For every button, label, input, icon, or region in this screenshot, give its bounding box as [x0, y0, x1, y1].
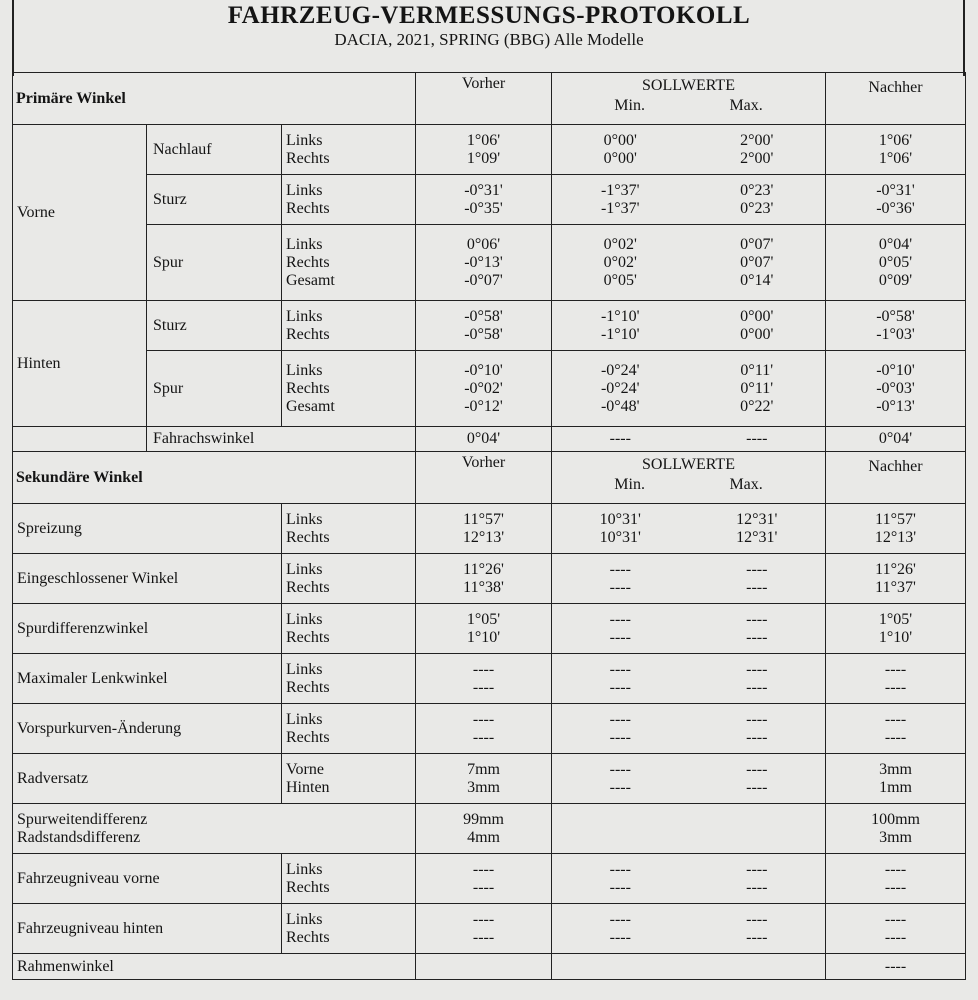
vorher-value: 12°13'	[462, 528, 505, 546]
vorher-cell	[416, 604, 552, 654]
vorher-value: 1°05'	[466, 610, 501, 628]
vorher-value: -0°10'	[464, 361, 503, 379]
primary-header-row	[13, 73, 966, 125]
sollwert-min: ----	[609, 928, 631, 946]
vorher-cell	[416, 175, 552, 225]
side-label: Rechts	[286, 199, 330, 217]
measurement-table	[12, 72, 966, 980]
side-label: Links	[286, 860, 323, 878]
vorher-cell	[416, 301, 552, 351]
sollwert-min: ----	[609, 560, 631, 578]
vorher-cell	[416, 225, 552, 301]
sollwert-max: ----	[746, 728, 768, 746]
sollwert-max: ----	[746, 678, 768, 696]
parameter-name	[13, 704, 282, 754]
nachher-cell	[826, 754, 966, 804]
nachher-cell	[826, 554, 966, 604]
vorher-value: ----	[472, 728, 495, 746]
side-label: Links	[286, 361, 323, 379]
vorher-value: 1°09'	[466, 149, 501, 167]
parameter-name	[13, 554, 282, 604]
parameter-label: Spurweitendifferenz	[17, 810, 148, 828]
col-header-vorher	[416, 452, 552, 504]
sollwert-max: 0°11'	[740, 361, 774, 379]
vorher-value: -0°58'	[464, 325, 503, 343]
vorher-value: 99mm	[463, 810, 504, 828]
sollwert-min: ----	[609, 678, 631, 696]
vorher-cell	[416, 754, 552, 804]
sollwert-max: ----	[746, 628, 768, 646]
side-label: Links	[286, 235, 323, 253]
sollwert-min: ----	[609, 628, 631, 646]
vorher-value: -0°07'	[464, 271, 503, 289]
nachher-value: 1°06'	[878, 131, 913, 149]
sollwert-max: 0°07'	[740, 235, 774, 253]
vorher-cell	[416, 904, 552, 954]
sollwert-min: ----	[609, 578, 631, 596]
subgroup-label: Spur	[153, 379, 184, 397]
side-labels	[282, 604, 416, 654]
subgroup-name	[147, 225, 282, 301]
niveau-row	[13, 904, 966, 954]
subgroup-label: Spur	[153, 253, 184, 271]
sollwerte-cell	[552, 175, 826, 225]
subgroup-name	[147, 175, 282, 225]
sollwerte-cell	[552, 954, 826, 980]
side-label: Links	[286, 181, 323, 199]
sollwert-min: 0°02'	[603, 253, 637, 271]
side-label: Rechts	[286, 379, 330, 397]
nachher-cell	[826, 225, 966, 301]
secondary-row	[13, 704, 966, 754]
sollwert-max: ----	[746, 610, 768, 628]
col-max-label: Max.	[729, 476, 763, 493]
vorher-cell	[416, 804, 552, 854]
secondary-row	[13, 554, 966, 604]
subgroup-label: Sturz	[153, 190, 187, 208]
sollwert-max: ----	[746, 778, 768, 796]
subgroup-label: Nachlauf	[153, 140, 212, 158]
col-header-nachher	[826, 73, 966, 125]
sollwert-min: -0°48'	[600, 397, 640, 415]
sollwert-max: 0°22'	[740, 397, 774, 415]
col-nachher-label: Nachher	[868, 79, 923, 96]
sollwert-min: ----	[609, 860, 631, 878]
side-labels	[282, 554, 416, 604]
col-min-label: Min.	[614, 97, 645, 114]
nachher-value: -0°03'	[876, 379, 915, 397]
nachher-cell	[826, 125, 966, 175]
sollwerte-cell	[552, 754, 826, 804]
side-labels	[282, 854, 416, 904]
side-label: Rechts	[286, 678, 330, 696]
vorher-value: ----	[472, 928, 495, 946]
parameter-label: Rahmenwinkel	[17, 957, 114, 975]
sollwert-max: 12°31'	[736, 510, 778, 528]
sollwert-min: -0°24'	[600, 361, 640, 379]
parameter-label: Radversatz	[17, 769, 89, 787]
side-labels	[282, 351, 416, 427]
side-labels	[282, 175, 416, 225]
vorher-value: 11°38'	[463, 578, 504, 596]
sollwert-max: 0°23'	[740, 199, 774, 217]
parameter-name	[13, 754, 282, 804]
side-label: Links	[286, 910, 323, 928]
nachher-value: 0°04'	[878, 235, 913, 253]
sollwert-max: 0°14'	[740, 271, 774, 289]
vorher-cell	[416, 351, 552, 427]
sollwert-max: ----	[746, 560, 768, 578]
side-label: Links	[286, 307, 323, 325]
vorher-value: 0°06'	[466, 235, 501, 253]
vorher-value: 0°04'	[466, 430, 501, 447]
vorher-value: -0°58'	[464, 307, 503, 325]
sollwert-min: ----	[609, 728, 631, 746]
sollwert-min: 0°02'	[603, 235, 637, 253]
side-labels	[282, 504, 416, 554]
subgroup-name	[147, 351, 282, 427]
vorher-value: 7mm	[467, 760, 500, 778]
primary-sub-row	[13, 301, 966, 351]
vorher-cell	[416, 554, 552, 604]
subgroup-name	[147, 301, 282, 351]
sollwert-min: ----	[609, 710, 631, 728]
nachher-value: -0°58'	[876, 307, 915, 325]
vorher-value: ----	[472, 678, 495, 696]
vorher-value: 11°26'	[463, 560, 504, 578]
parameter-label: Fahrzeugniveau hinten	[17, 919, 164, 937]
sollwerte-cell	[552, 351, 826, 427]
secondary-row	[13, 604, 966, 654]
vorher-value: ----	[472, 878, 495, 896]
sollwert-max: ----	[746, 430, 768, 447]
nachher-value: ----	[884, 728, 907, 746]
secondary-row	[13, 654, 966, 704]
section-title-secondary: Sekundäre Winkel	[13, 452, 416, 504]
sollwert-min: 10°31'	[599, 510, 641, 528]
nachher-value: -0°36'	[876, 199, 915, 217]
sollwerte-cell	[552, 301, 826, 351]
side-labels	[282, 754, 416, 804]
sollwert-min: 0°05'	[603, 271, 637, 289]
secondary-row	[13, 754, 966, 804]
sollwerte-cell	[552, 904, 826, 954]
vorher-cell	[416, 954, 552, 980]
parameter-label: Fahrzeugniveau vorne	[17, 869, 160, 887]
side-label: Rechts	[286, 878, 330, 896]
sollwert-min: ----	[609, 760, 631, 778]
vorher-value: -0°31'	[464, 181, 503, 199]
nachher-value: 12°13'	[874, 528, 917, 546]
sollwert-max: 2°00'	[740, 149, 774, 167]
vorher-value: ----	[472, 910, 495, 928]
sollwerte-cell	[552, 504, 826, 554]
vorher-value: 3mm	[467, 778, 500, 796]
sollwerte-cell	[552, 125, 826, 175]
fahrachswinkel-label: Fahrachswinkel	[147, 427, 416, 452]
vorher-value: -0°13'	[464, 253, 503, 271]
nachher-value: 0°05'	[878, 253, 913, 271]
side-labels	[282, 301, 416, 351]
nachher-value: ----	[884, 957, 907, 975]
parameter-name	[13, 504, 282, 554]
primary-sub-row	[13, 351, 966, 427]
secondary-header-row	[13, 452, 966, 504]
side-label: Gesamt	[286, 397, 335, 415]
parameter-name	[13, 654, 282, 704]
sollwert-min: ----	[609, 878, 631, 896]
sollwert-max: ----	[746, 910, 768, 928]
nachher-value: ----	[884, 678, 907, 696]
parameter-name	[13, 854, 282, 904]
vorher-cell	[416, 504, 552, 554]
vorher-value: ----	[472, 710, 495, 728]
vorher-cell	[416, 704, 552, 754]
nachher-value: 100mm	[871, 810, 920, 828]
side-label: Hinten	[286, 778, 330, 796]
nachher-value: -0°13'	[876, 397, 915, 415]
parameter-name	[13, 604, 282, 654]
side-label: Links	[286, 660, 323, 678]
sollwerte-cell	[552, 704, 826, 754]
vorher-cell	[416, 427, 552, 452]
side-labels	[282, 904, 416, 954]
sollwert-min: -1°10'	[600, 307, 640, 325]
group-label: Vorne	[17, 203, 55, 221]
nachher-value: ----	[884, 878, 907, 896]
nachher-value: ----	[884, 928, 907, 946]
nachher-value: 0°09'	[878, 271, 913, 289]
side-label: Links	[286, 560, 323, 578]
sollwerte-cell	[552, 854, 826, 904]
nachher-value: 1mm	[879, 778, 912, 796]
vorher-value: ----	[472, 860, 495, 878]
side-label: Rechts	[286, 728, 330, 746]
primary-sub-row	[13, 125, 966, 175]
vorher-value: -0°12'	[464, 397, 503, 415]
nachher-value: 11°26'	[875, 560, 916, 578]
nachher-cell	[826, 804, 966, 854]
sollwert-max: 0°00'	[740, 307, 774, 325]
sollwert-min: -1°37'	[600, 199, 640, 217]
vorher-cell	[416, 125, 552, 175]
col-vorher-label: Vorher	[461, 75, 506, 92]
nachher-cell	[826, 704, 966, 754]
col-header-vorher	[416, 73, 552, 125]
nachher-value: 1°06'	[878, 149, 913, 167]
nachher-value: 11°37'	[875, 578, 916, 596]
subgroup-name	[147, 125, 282, 175]
side-label: Rechts	[286, 528, 330, 546]
sollwert-max: ----	[746, 928, 768, 946]
nachher-cell	[826, 854, 966, 904]
side-label: Rechts	[286, 928, 330, 946]
side-label: Gesamt	[286, 271, 335, 289]
vorher-value: 1°10'	[466, 628, 501, 646]
nachher-cell	[826, 604, 966, 654]
sollwert-min: -0°24'	[600, 379, 640, 397]
sollwert-max: 0°07'	[740, 253, 774, 271]
parameter-label: Spurdifferenzwinkel	[17, 619, 149, 637]
sollwert-min: ----	[609, 778, 631, 796]
vorher-value: 1°06'	[466, 131, 501, 149]
sollwert-min: ----	[609, 610, 631, 628]
sollwert-max: ----	[746, 710, 768, 728]
nachher-value: -0°31'	[876, 181, 915, 199]
sollwert-min: 0°00'	[603, 149, 637, 167]
document-subtitle: DACIA, 2021, SPRING (BBG) Alle Modelle	[334, 30, 644, 49]
side-label: Links	[286, 510, 323, 528]
side-labels	[282, 654, 416, 704]
sollwert-max: 0°00'	[740, 325, 774, 343]
col-header-nachher	[826, 452, 966, 504]
nachher-cell	[826, 904, 966, 954]
side-label: Rechts	[286, 149, 330, 167]
parameter-name	[13, 804, 416, 854]
parameter-label: Vorspurkurven-Änderung	[17, 719, 182, 737]
vorher-cell	[416, 654, 552, 704]
sollwert-min: 10°31'	[599, 528, 641, 546]
nachher-cell	[826, 175, 966, 225]
sollwert-min: ----	[609, 660, 631, 678]
nachher-value: -1°03'	[876, 325, 915, 343]
parameter-name	[13, 904, 282, 954]
vorher-value: ----	[472, 660, 495, 678]
sollwert-max: ----	[746, 578, 768, 596]
parameter-name	[13, 954, 416, 980]
side-label: Rechts	[286, 253, 330, 271]
group-name	[13, 125, 147, 301]
sollwert-max: 0°23'	[740, 181, 774, 199]
sollwert-max: 0°11'	[740, 379, 774, 397]
sollwert-max: ----	[746, 660, 768, 678]
nachher-value: -0°10'	[876, 361, 915, 379]
nachher-value: ----	[884, 660, 907, 678]
spurweite-row	[13, 804, 966, 854]
niveau-row	[13, 854, 966, 904]
nachher-value: ----	[884, 860, 907, 878]
sollwert-max: 2°00'	[740, 131, 774, 149]
side-label: Vorne	[286, 760, 324, 778]
sollwert-min: 0°00'	[603, 131, 637, 149]
side-label: Rechts	[286, 628, 330, 646]
col-sollwerte-label: SOLLWERTE	[642, 456, 735, 473]
parameter-label: Spreizung	[17, 519, 82, 537]
col-min-label: Min.	[614, 476, 645, 493]
vorher-value: -0°02'	[464, 379, 503, 397]
side-label: Rechts	[286, 578, 330, 596]
nachher-cell	[826, 301, 966, 351]
col-header-sollwerte	[552, 73, 826, 125]
sollwert-max: ----	[746, 860, 768, 878]
sollwert-min: -1°10'	[600, 325, 640, 343]
sollwerte-cell	[552, 554, 826, 604]
section-title-primary: Primäre Winkel	[13, 73, 416, 125]
primary-sub-row	[13, 225, 966, 301]
side-label: Links	[286, 131, 323, 149]
side-labels	[282, 704, 416, 754]
nachher-cell	[826, 654, 966, 704]
group-name	[13, 301, 147, 427]
sollwert-max: 12°31'	[736, 528, 778, 546]
nachher-value: 3mm	[879, 828, 912, 846]
side-label: Links	[286, 710, 323, 728]
nachher-value: ----	[884, 910, 907, 928]
sollwert-min: ----	[609, 430, 631, 447]
col-sollwerte-label: SOLLWERTE	[642, 77, 735, 94]
vorher-cell	[416, 854, 552, 904]
fahrachswinkel-row	[13, 427, 966, 452]
rahmenwinkel-row	[13, 954, 966, 980]
nachher-value: 1°10'	[878, 628, 913, 646]
sollwerte-cell	[552, 654, 826, 704]
vorher-value: 11°57'	[463, 510, 504, 528]
sollwerte-cell	[552, 604, 826, 654]
group-label: Hinten	[17, 354, 61, 372]
nachher-cell	[826, 427, 966, 452]
document-title: FAHRZEUG-VERMESSUNGS-PROTOKOLL	[227, 2, 751, 29]
sollwert-min: -1°37'	[600, 181, 640, 199]
col-max-label: Max.	[729, 97, 763, 114]
nachher-value: 3mm	[879, 760, 912, 778]
parameter-label: Radstandsdifferenz	[17, 828, 141, 846]
nachher-cell	[826, 504, 966, 554]
col-nachher-label: Nachher	[868, 458, 923, 475]
parameter-label: Eingeschlossener Winkel	[17, 569, 179, 587]
sollwerte-cell	[552, 225, 826, 301]
side-labels	[282, 225, 416, 301]
empty-cell	[13, 427, 147, 452]
parameter-label: Maximaler Lenkwinkel	[17, 669, 168, 687]
sollwerte-cell	[552, 804, 826, 854]
side-label: Rechts	[286, 325, 330, 343]
sollwert-min: ----	[609, 910, 631, 928]
nachher-value: 0°04'	[878, 430, 913, 447]
side-label: Links	[286, 610, 323, 628]
nachher-cell	[826, 351, 966, 427]
col-vorher-label: Vorher	[461, 454, 506, 471]
vorher-value: 4mm	[467, 828, 500, 846]
sollwerte-cell	[552, 427, 826, 452]
nachher-value: 1°05'	[878, 610, 913, 628]
sollwert-max: ----	[746, 878, 768, 896]
sollwert-max: ----	[746, 760, 768, 778]
nachher-cell	[826, 954, 966, 980]
vorher-value: -0°35'	[464, 199, 503, 217]
side-labels	[282, 125, 416, 175]
col-header-sollwerte	[552, 452, 826, 504]
nachher-value: 11°57'	[875, 510, 916, 528]
nachher-value: ----	[884, 710, 907, 728]
subgroup-label: Sturz	[153, 316, 187, 334]
secondary-row	[13, 504, 966, 554]
primary-sub-row	[13, 175, 966, 225]
